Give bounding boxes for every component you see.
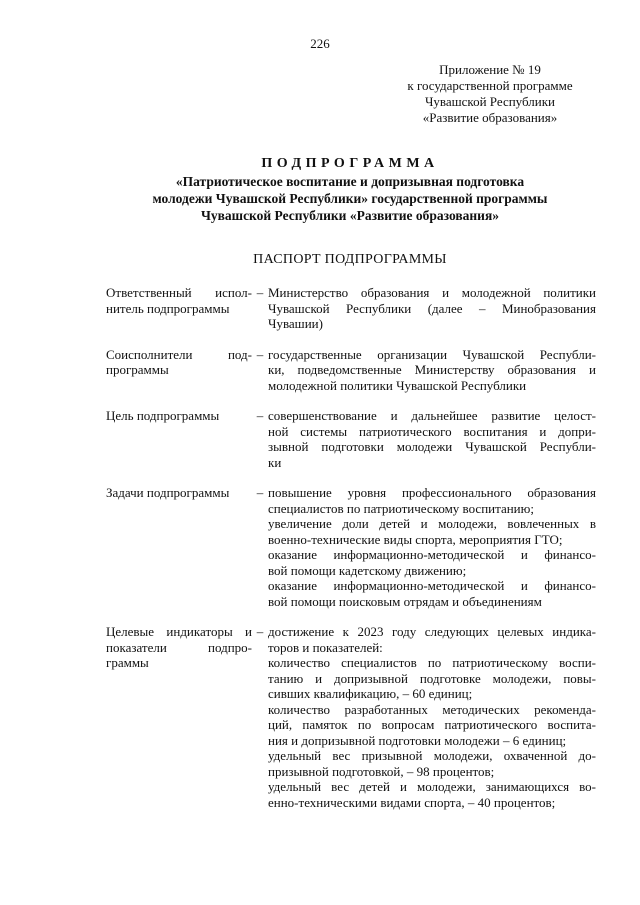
value-line: зывной подготовки молодежи Чувашской Республи- [268, 439, 596, 454]
passport-title: ПАСПОРТ ПОДПРОГРАММЫ [253, 252, 447, 267]
value-line: торов и показателей: [268, 639, 383, 655]
value-line: оказание информационно-методической и финансо- [268, 578, 596, 593]
passport-row [106, 485, 596, 609]
value-line: молодежной политики Чувашской Республики [268, 377, 527, 393]
value-line: танию и допризывной подготовке молодежи, повы- [268, 670, 596, 686]
subprogram-title-line: «Патриотическое воспитание и допризывная подготовка [175, 174, 525, 189]
passport-row-value [268, 485, 596, 609]
dash-separator: – [256, 624, 264, 639]
passport-table [106, 285, 596, 810]
passport-row-value [268, 285, 596, 332]
value-line: количество специалистов по патриотическому воспи- [268, 655, 596, 670]
passport-row [106, 624, 596, 810]
value-line: Чувашской Республики (далее – Минобразования [268, 300, 596, 316]
label-line: Цель подпрограммы [106, 408, 220, 423]
passport-row [106, 408, 596, 470]
value-line: ной системы патриотического воспитания и допри- [268, 423, 596, 439]
label-line: Целевые индикаторы и [106, 624, 252, 639]
label-line: нитель подпрограммы [106, 300, 230, 316]
value-line: призывной подготовкой, – 98 процентов; [268, 763, 495, 779]
passport-row-value [268, 408, 596, 470]
appendix-line: «Развитие образования» [422, 110, 558, 125]
appendix-line: Чувашской Республики [424, 94, 556, 109]
value-line: ния и допризывной подготовки молодежи – 6 единиц; [268, 732, 567, 748]
appendix-line: к государственной программе [407, 78, 573, 93]
passport-row-label [106, 624, 252, 810]
label-line: Задачи подпрограммы [106, 485, 230, 500]
subprogram-title-line: молодежи Чувашской Республики» государственной программы [152, 191, 548, 206]
value-line: удельный вес детей и молодежи, занимающихся во- [268, 779, 596, 794]
passport-row-value [268, 347, 596, 394]
dash-separator: – [256, 346, 264, 362]
page-number: 226 [310, 36, 330, 51]
label-line: граммы [106, 655, 149, 670]
subprogram-word: ПОДПРОГРАММА [261, 156, 439, 171]
passport-row-value [268, 624, 596, 810]
appendix-line: Приложение № 19 [439, 62, 541, 77]
value-line: ки [268, 454, 282, 470]
dash-separator: – [256, 485, 264, 500]
value-line: совершенствование и дальнейшее развитие целост- [268, 408, 596, 423]
value-line: ций, памяток по вопросам патриотического воспита- [268, 717, 596, 732]
value-line: количество разработанных методических рекоменда- [268, 701, 596, 717]
subprogram-heading [90, 155, 610, 224]
appendix-note [380, 62, 600, 126]
value-line: Чувашии) [268, 316, 323, 331]
value-line: вой помощи поисковым отрядам и объединениям [268, 593, 542, 609]
value-line: вой помощи кадетскому движению; [268, 562, 467, 578]
label-line: показатели подпро- [106, 639, 252, 655]
value-line: специалистов по патриотическому воспитанию; [268, 500, 534, 516]
dash-separator: – [256, 285, 264, 300]
label-line: Ответственный испол- [106, 285, 252, 300]
value-line: Министерство образования и молодежной политики [268, 285, 596, 300]
passport-row-label [106, 347, 252, 394]
dash-separator: – [256, 408, 264, 423]
value-line: сивших квалификацию, – 60 единиц; [268, 686, 473, 701]
value-line: ки, подведомственные Министерству образования и [268, 362, 596, 377]
subprogram-title-line: Чувашской Республики «Развитие образования» [200, 208, 500, 223]
label-line: Соисполнители под- [106, 346, 252, 362]
label-line: программы [106, 362, 169, 377]
passport-row [106, 285, 596, 332]
value-line: военно-технические виды спорта, мероприятия ГТО; [268, 531, 563, 547]
value-line: государственные организации Чувашской Республи- [268, 346, 596, 362]
value-line: увеличение доли детей и молодежи, вовлеченных в [268, 516, 596, 531]
passport-row-label [106, 485, 252, 609]
value-line: достижение к 2023 году следующих целевых индика- [268, 624, 596, 639]
passport-row-label [106, 408, 252, 470]
value-line: оказание информационно-методической и финансо- [268, 547, 596, 562]
value-line: повышение уровня профессионального образования [268, 485, 596, 500]
value-line: удельный вес призывной молодежи, охваченной до- [268, 748, 596, 763]
value-line: енно-техническими видами спорта, – 40 процентов; [268, 794, 556, 810]
passport-row-label [106, 285, 252, 332]
passport-row [106, 347, 596, 394]
